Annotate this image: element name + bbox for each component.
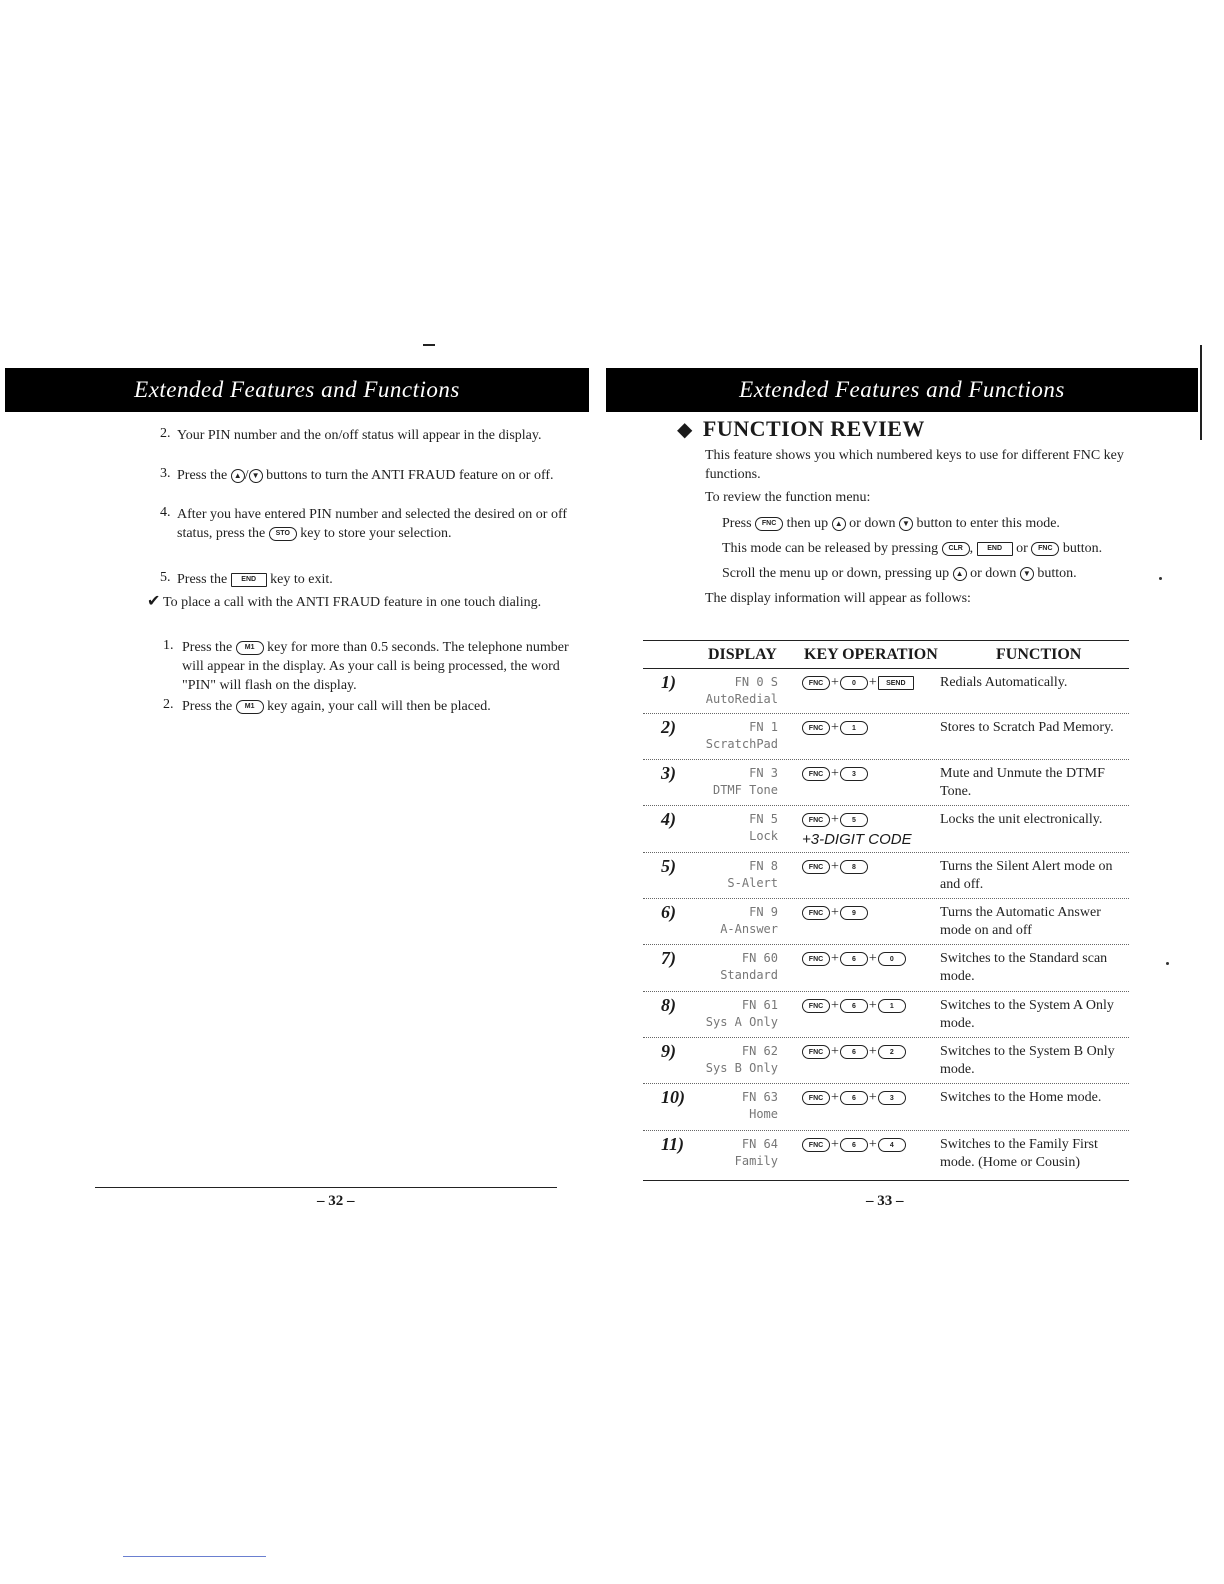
key-operation <box>802 811 868 828</box>
up-arrow-icon: ▲ <box>231 469 245 483</box>
step-text: button. <box>1062 541 1103 556</box>
end-key-icon: END <box>977 542 1013 556</box>
step-text: This mode can be released by pressing <box>722 541 939 556</box>
plus-sign: + <box>868 951 877 966</box>
key-operation <box>802 765 868 782</box>
item-text <box>177 570 572 589</box>
sub-item-text <box>182 638 574 695</box>
sub-item-number: 2. <box>163 697 174 712</box>
row-index: 6) <box>661 902 676 922</box>
row-separator <box>643 852 1129 853</box>
header-display: DISPLAY <box>708 646 777 663</box>
row-separator <box>643 898 1129 899</box>
key-operation <box>802 1136 906 1153</box>
up-arrow-icon: ▲ <box>832 517 846 531</box>
key-operation <box>802 858 868 875</box>
clr-key-icon: CLR <box>942 542 970 556</box>
banner-right: Extended Features and Functions <box>606 368 1198 412</box>
function-description: Redials Automatically. <box>940 675 1068 690</box>
table-row <box>643 763 1129 807</box>
3-key-icon: 3 <box>840 767 868 781</box>
row-index: 3) <box>661 763 676 783</box>
scan-dot <box>1159 577 1162 580</box>
table-row <box>643 1041 1129 1085</box>
key-operation <box>802 904 868 921</box>
row-separator <box>643 759 1129 760</box>
item-text-post: key to exit. <box>270 572 333 587</box>
item-text-post: key to store your selection. <box>300 526 452 541</box>
fnc-key-icon: FNC <box>802 1138 830 1152</box>
diamond-bullet-icon: ◆ <box>677 419 693 441</box>
item-text: Your PIN number and the on/off status will appear in the display. <box>177 428 542 443</box>
row-index: 11) <box>661 1134 685 1154</box>
plus-sign: + <box>831 766 839 781</box>
lcd-line-1: FN 0 S <box>734 675 778 689</box>
function-description: Turns the Automatic Answer mode on and off <box>940 905 1101 938</box>
plus-sign: + <box>868 998 877 1013</box>
item-number: 2. <box>160 426 171 441</box>
table-header-rule <box>643 668 1129 669</box>
function-description: Locks the unit electronically. <box>940 812 1103 827</box>
plus-sign: + <box>831 905 839 920</box>
function-description: Switches to the System A Only mode. <box>940 998 1114 1031</box>
lcd-line-2: Lock <box>749 829 778 843</box>
send-key-icon: SEND <box>878 676 914 690</box>
scan-dot <box>1166 962 1169 965</box>
down-arrow-icon: ▼ <box>249 469 263 483</box>
lcd-line-1: FN 60 <box>741 951 778 965</box>
check-text: To place a call with the ANTI FRAUD feature in one touch dialing. <box>163 595 542 610</box>
lcd-line-1: FN 5 <box>749 812 778 826</box>
key-operation <box>802 997 906 1014</box>
digit-code-note: +3-DIGIT CODE <box>802 831 912 848</box>
row-index: 2) <box>661 717 676 737</box>
row-separator <box>643 991 1129 992</box>
key-operation <box>802 1089 906 1106</box>
9-key-icon: 9 <box>840 906 868 920</box>
right-edge-line <box>1200 345 1202 440</box>
function-description: Mute and Unmute the DTMF Tone. <box>940 766 1105 799</box>
row-index: 4) <box>661 809 676 829</box>
row-index: 8) <box>661 995 676 1015</box>
plus-sign: + <box>831 720 839 735</box>
lcd-line-2: AutoRedial <box>705 692 778 706</box>
sub-item-text-post: key again, your call will then be placed. <box>267 699 491 714</box>
table-row <box>643 717 1129 761</box>
plus-sign: + <box>831 859 839 874</box>
item-text-pre: After you have entered PIN number and selected the desired on or off status, press the <box>177 507 568 541</box>
fnc-key-icon: FNC <box>802 676 830 690</box>
sub-item-number: 1. <box>163 638 174 653</box>
section-heading <box>677 416 925 442</box>
plus-sign: + <box>831 998 839 1013</box>
table-row <box>643 1087 1129 1131</box>
function-description: Turns the Silent Alert mode on and off. <box>940 859 1113 892</box>
0-key-icon: 0 <box>840 676 868 690</box>
lcd-line-1: FN 63 <box>741 1090 778 1104</box>
plus-sign: + <box>868 1044 877 1059</box>
header-function: FUNCTION <box>996 646 1082 663</box>
top-dash <box>423 344 435 346</box>
lcd-line-1: FN 9 <box>749 905 778 919</box>
table-row <box>643 948 1129 992</box>
lcd-line-2: Sys B Only <box>705 1061 778 1075</box>
step-text: or down <box>849 516 896 531</box>
table-top-rule <box>643 640 1129 641</box>
plus-sign: + <box>868 675 877 690</box>
fnc-key-icon: FNC <box>802 721 830 735</box>
step-text: or down <box>970 566 1017 581</box>
plus-sign: + <box>831 675 839 690</box>
row-index: 10) <box>661 1087 685 1107</box>
function-description: Switches to the Standard scan mode. <box>940 951 1108 984</box>
table-row <box>643 856 1129 900</box>
step-text: then up <box>786 516 829 531</box>
lcd-line-2: Sys A Only <box>705 1015 778 1029</box>
sub-item-text-pre: Press the <box>182 640 233 655</box>
plus-sign: + <box>831 1090 839 1105</box>
row-separator <box>643 713 1129 714</box>
table-row <box>643 672 1129 716</box>
step-text: button. <box>1037 566 1077 581</box>
fnc-key-icon: FNC <box>802 767 830 781</box>
item-text <box>177 505 572 543</box>
sub-item-text-post: key for more than 0.5 seconds. The telephone number will appear in the display. As your call is being processed, the word "PIN" will flash on the display. <box>182 640 569 693</box>
review-text: To review the function menu: <box>705 490 871 505</box>
0-key-icon: 0 <box>878 952 906 966</box>
key-operation <box>802 674 914 691</box>
6-key-icon: 6 <box>840 952 868 966</box>
lcd-line-1: FN 1 <box>749 720 778 734</box>
8-key-icon: 8 <box>840 860 868 874</box>
plus-sign: + <box>831 1044 839 1059</box>
banner-left: Extended Features and Functions <box>5 368 589 412</box>
header-key-operation: KEY OPERATION <box>804 646 938 663</box>
fnc-key-icon: FNC <box>755 517 783 531</box>
item-text-post: buttons to turn the ANTI FRAUD feature on or off. <box>266 468 554 483</box>
fnc-key-icon: FNC <box>1031 542 1059 556</box>
plus-sign: + <box>831 951 839 966</box>
lcd-line-1: FN 62 <box>741 1044 778 1058</box>
lcd-line-2: DTMF Tone <box>712 783 778 797</box>
2-key-icon: 2 <box>878 1045 906 1059</box>
plus-sign: + <box>868 1137 877 1152</box>
page-number-left: – 32 – <box>317 1193 355 1209</box>
item-number: 5. <box>160 570 171 585</box>
item-text-pre: Press the <box>177 572 228 587</box>
fnc-key-icon: FNC <box>802 1045 830 1059</box>
6-key-icon: 6 <box>840 1091 868 1105</box>
row-index: 1) <box>661 672 676 692</box>
4-key-icon: 4 <box>878 1138 906 1152</box>
up-arrow-icon: ▲ <box>953 567 967 581</box>
plus-sign: + <box>868 1090 877 1105</box>
fnc-key-icon: FNC <box>802 906 830 920</box>
fnc-key-icon: FNC <box>802 1091 830 1105</box>
5-key-icon: 5 <box>840 813 868 827</box>
m1-key-icon: M1 <box>236 641 264 655</box>
step-text: Scroll the menu up or down, pressing up <box>722 566 950 581</box>
key-operation <box>802 950 906 967</box>
table-bottom-rule <box>643 1180 1129 1181</box>
step-3 <box>722 564 1142 583</box>
page-number-right: – 33 – <box>866 1193 904 1209</box>
function-description: Stores to Scratch Pad Memory. <box>940 720 1114 735</box>
sto-key-icon: STO <box>269 527 297 541</box>
lcd-line-2: Home <box>749 1107 778 1121</box>
row-index: 7) <box>661 948 676 968</box>
intro-text: This feature shows you which numbered keys to use for different FNC key functions. <box>705 448 1124 482</box>
lcd-line-1: FN 64 <box>741 1137 778 1151</box>
row-index: 9) <box>661 1041 676 1061</box>
6-key-icon: 6 <box>840 1138 868 1152</box>
function-description: Switches to the Home mode. <box>940 1090 1102 1105</box>
table-row <box>643 809 1129 853</box>
function-description: Switches to the System B Only mode. <box>940 1044 1115 1077</box>
down-arrow-icon: ▼ <box>1020 567 1034 581</box>
fnc-key-icon: FNC <box>802 999 830 1013</box>
lcd-line-1: FN 3 <box>749 766 778 780</box>
plus-sign: + <box>831 812 839 827</box>
fnc-key-icon: FNC <box>802 813 830 827</box>
function-description: Switches to the Family First mode. (Home or Cousin) <box>940 1137 1098 1170</box>
bottom-blue-line <box>123 1556 266 1557</box>
1-key-icon: 1 <box>878 999 906 1013</box>
row-separator <box>643 1037 1129 1038</box>
key-operation <box>802 1043 906 1060</box>
display-info-text: The display information will appear as follows: <box>705 591 971 606</box>
lcd-line-2: A-Answer <box>720 922 778 936</box>
item-number: 4. <box>160 505 171 520</box>
table-row <box>643 902 1129 946</box>
footer-rule-left <box>95 1187 557 1188</box>
3-key-icon: 3 <box>878 1091 906 1105</box>
table-row <box>643 1134 1129 1178</box>
6-key-icon: 6 <box>840 999 868 1013</box>
down-arrow-icon: ▼ <box>899 517 913 531</box>
1-key-icon: 1 <box>840 721 868 735</box>
row-separator <box>643 1130 1129 1131</box>
fnc-key-icon: FNC <box>802 860 830 874</box>
lcd-line-2: Standard <box>720 968 778 982</box>
end-key-icon: END <box>231 573 267 587</box>
item-text: Press the ▲ / ▼ buttons to turn the ANTI FRAUD feature on or off. <box>177 468 554 483</box>
row-separator <box>643 1083 1129 1084</box>
checkmark-icon: ✔ <box>147 593 161 610</box>
lcd-line-2: Family <box>734 1154 778 1168</box>
row-index: 5) <box>661 856 676 876</box>
key-operation <box>802 719 868 736</box>
heading-text: FUNCTION REVIEW <box>702 416 925 441</box>
lcd-line-1: FN 8 <box>749 859 778 873</box>
sub-item-text <box>182 697 574 716</box>
plus-sign: + <box>831 1137 839 1152</box>
item-number: 3. <box>160 466 171 481</box>
m1-key-icon: M1 <box>236 700 264 714</box>
step-2: This mode can be released by pressing CLR , END or FNC button. <box>722 541 1103 556</box>
row-separator <box>643 944 1129 945</box>
step-text: button to enter this mode. <box>916 516 1060 531</box>
sub-item-text-pre: Press the <box>182 699 233 714</box>
item-text-pre: Press the <box>177 468 228 483</box>
lcd-line-1: FN 61 <box>741 998 778 1012</box>
row-separator <box>643 805 1129 806</box>
table-row <box>643 995 1129 1039</box>
step-text: Press <box>722 516 752 531</box>
lcd-line-2: ScratchPad <box>705 737 778 751</box>
step-1 <box>722 514 1142 533</box>
lcd-line-2: S-Alert <box>727 876 778 890</box>
fnc-key-icon: FNC <box>802 952 830 966</box>
6-key-icon: 6 <box>840 1045 868 1059</box>
